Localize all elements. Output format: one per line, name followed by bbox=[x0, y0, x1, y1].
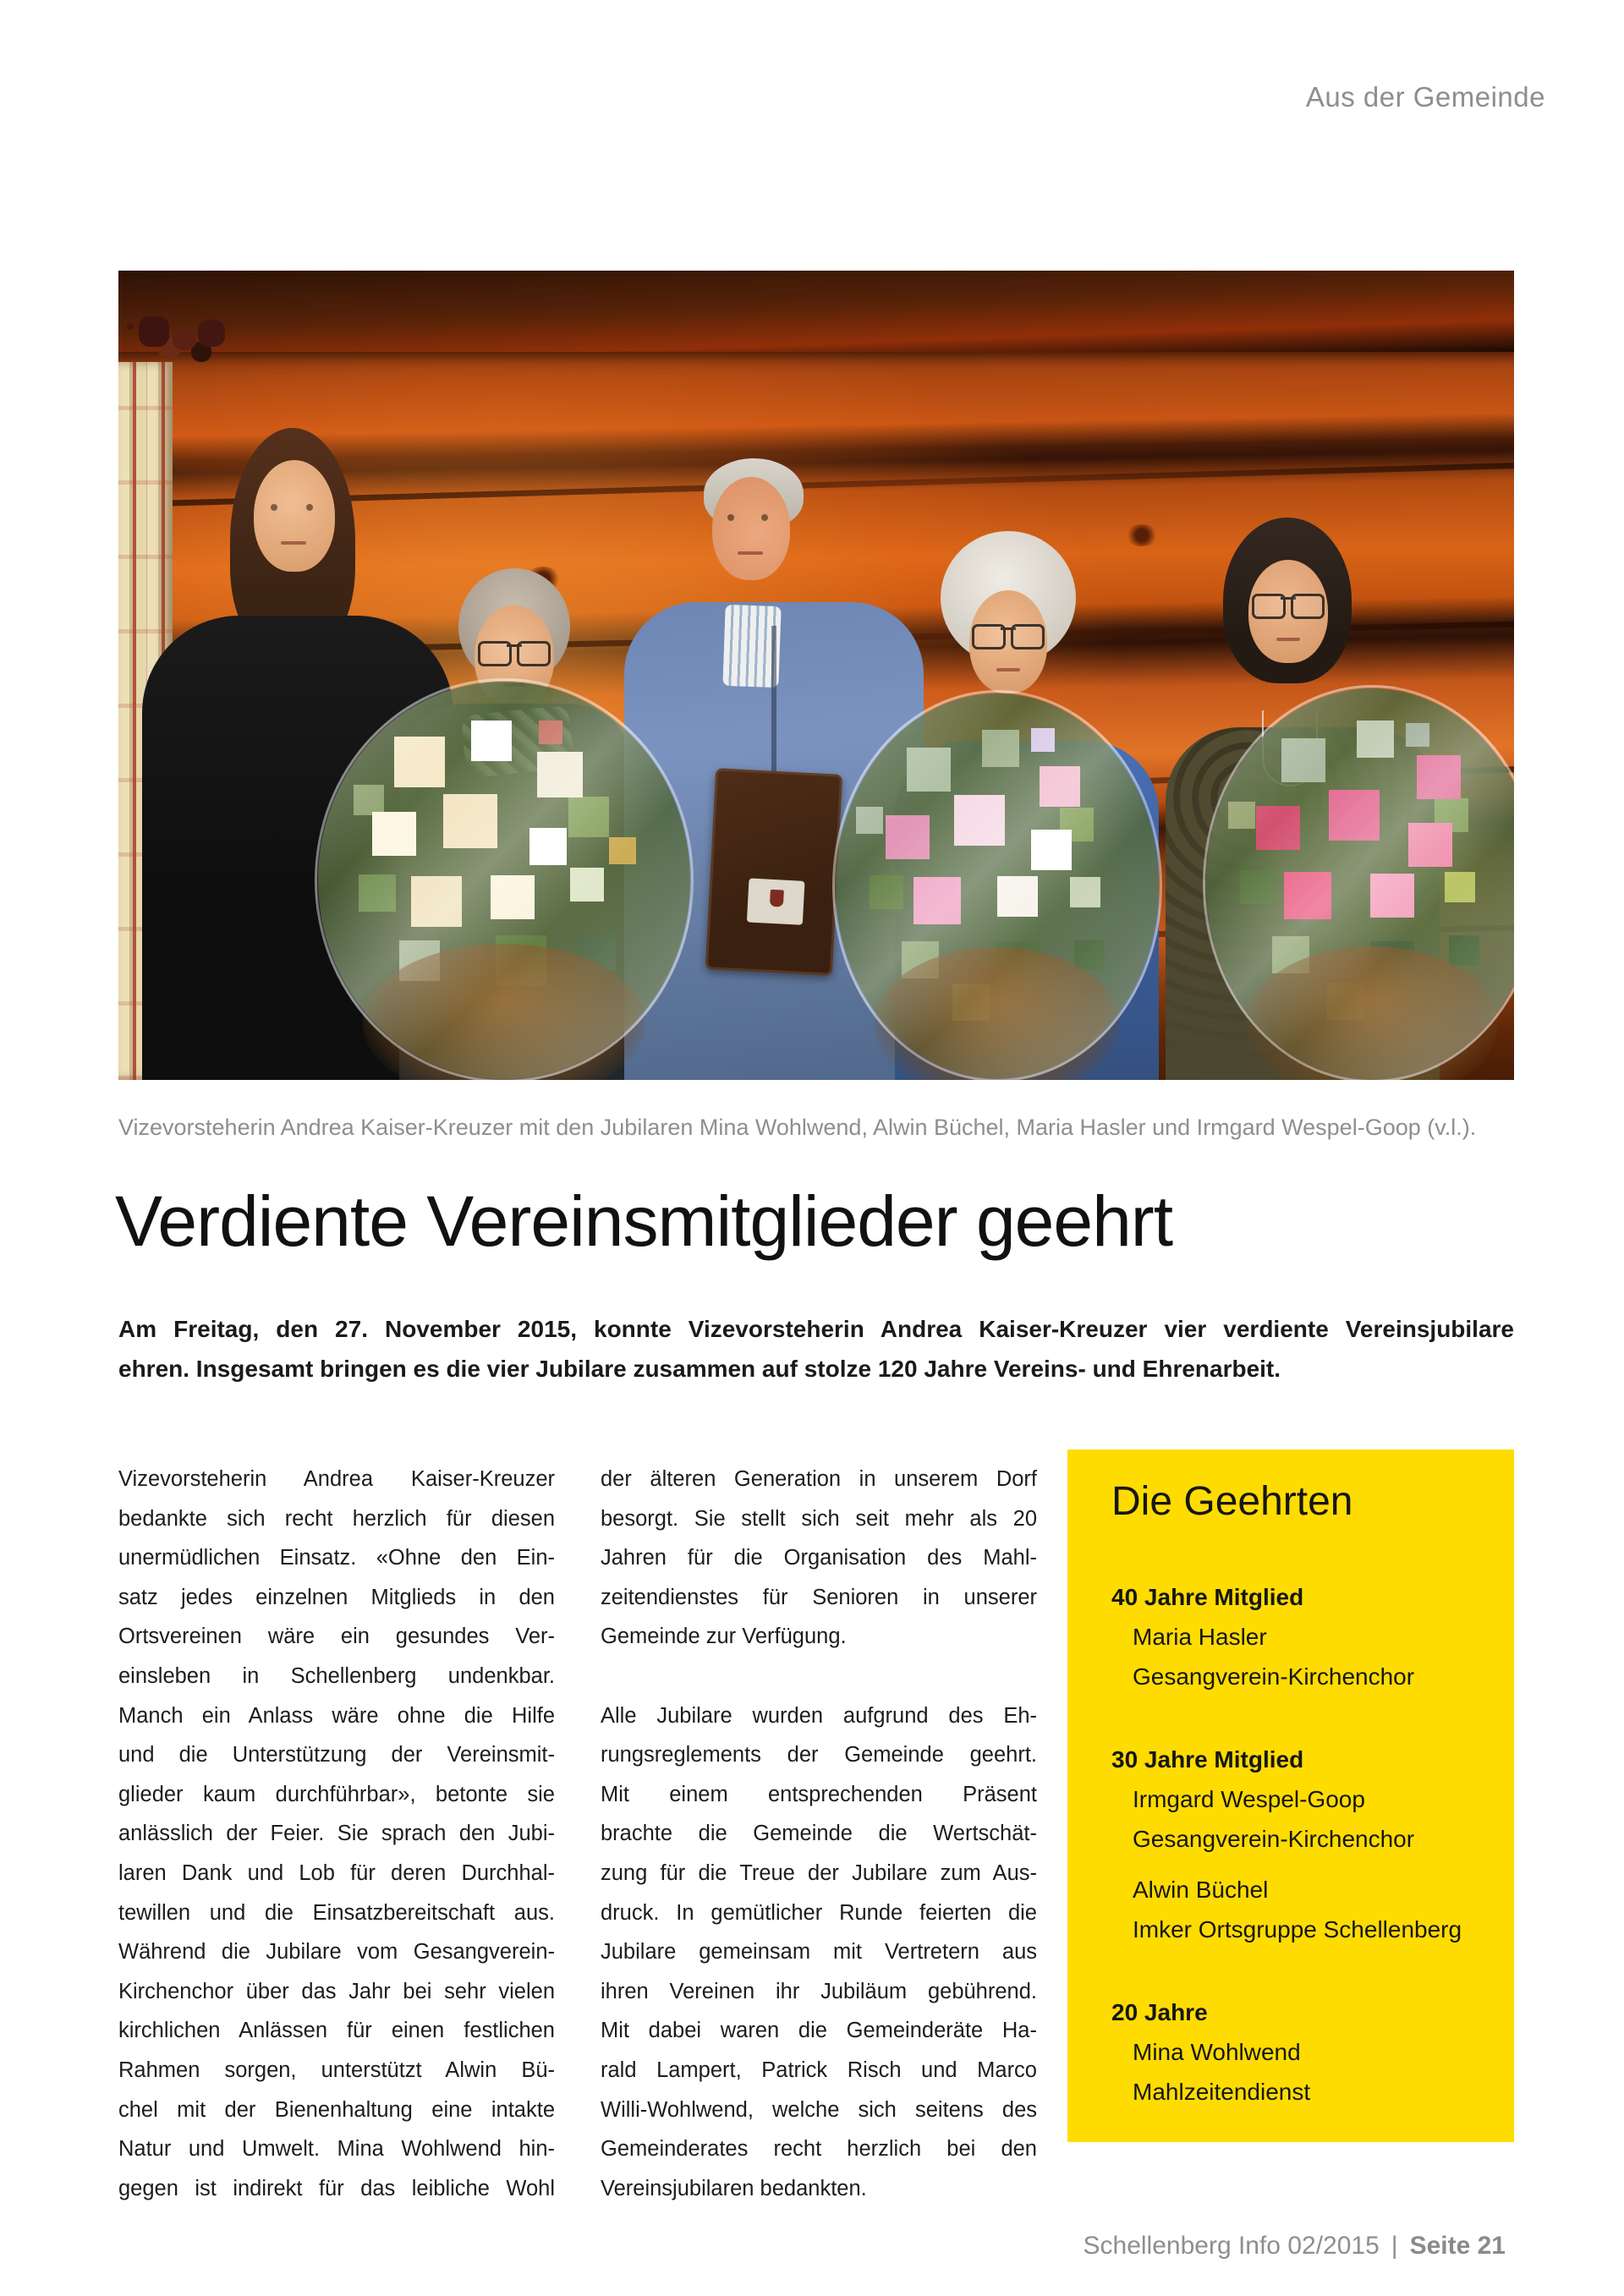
eye bbox=[306, 504, 313, 511]
body-line: unermüdlichen Einsatz. «Ohne den Ein- bbox=[118, 1546, 555, 1570]
eye bbox=[271, 504, 277, 511]
lead-line: ehren. Insgesamt bringen es die vier Jubilare zusammen auf stolze 120 Jahre Vereins- und Ehrenarbeit. bbox=[118, 1355, 1281, 1382]
paragraph-space bbox=[601, 1657, 1037, 1696]
bouquet-pink bbox=[836, 693, 1159, 1078]
body-line: Mit einem entsprechenden Präsent bbox=[601, 1782, 1037, 1806]
person-irmgard-face bbox=[1248, 560, 1328, 663]
honorees-box bbox=[1067, 1449, 1514, 2142]
person-andrea-face bbox=[254, 460, 335, 572]
body-line: rungsreglements der Gemeinde geehrt. bbox=[601, 1743, 1037, 1767]
mouth bbox=[738, 551, 763, 555]
body-line: Kirchenchor über das Jahr bei sehr vielen bbox=[118, 1979, 555, 2003]
person-alwin-face bbox=[712, 477, 790, 580]
body-line: rald Lampert, Patrick Risch und Marco bbox=[601, 2058, 1037, 2082]
body-line: Mit dabei waren die Gemeinderäte Ha- bbox=[601, 2019, 1037, 2043]
honoree-entry bbox=[1111, 2032, 1497, 2112]
cellophane-wrap bbox=[832, 690, 1162, 1080]
eye bbox=[761, 514, 768, 521]
body-line: brachte die Gemeinde die Wertschät- bbox=[601, 1822, 1037, 1846]
footer-issue: Schellenberg Info 02/2015 bbox=[1083, 2232, 1380, 2260]
footer-separator: | bbox=[1391, 2232, 1398, 2260]
body-line: kirchlichen Anlässen für einen festlichen bbox=[118, 2019, 555, 2043]
honoree-line: Mahlzeitendienst bbox=[1133, 2079, 1311, 2105]
lead-line: Am Freitag, den 27. November 2015, konnte Vizevorsteherin Andrea Kaiser-Kreuzer vier verdiente Vereinsjubilare bbox=[118, 1316, 1514, 1342]
crest-icon bbox=[770, 890, 784, 907]
bouquet-cream bbox=[318, 682, 690, 1079]
mouth bbox=[996, 668, 1020, 671]
bouquet-magenta bbox=[1206, 688, 1514, 1079]
body-line: glieder kaum durchführbar», betonte sie bbox=[118, 1782, 555, 1806]
body-line: der älteren Generation in unserem Dorf bbox=[601, 1467, 1037, 1491]
honoree-entry bbox=[1111, 1779, 1497, 1859]
body-line: druck. In gemütlicher Runde feierten die bbox=[601, 1900, 1037, 1925]
body-line: chel mit der Bienenhaltung eine intakte bbox=[118, 2097, 555, 2122]
honoree-line: Gesangverein-Kirchenchor bbox=[1133, 1663, 1415, 1690]
honoree-entry bbox=[1111, 1617, 1497, 1696]
group-photo bbox=[118, 271, 1514, 1080]
body-line: Willi-Wohlwend, welche sich seitens des bbox=[601, 2097, 1037, 2122]
body-line: Gemeinderates recht herzlich bei den bbox=[601, 2137, 1037, 2162]
body-line: Jubilare gemeinsam mit Vertretern aus bbox=[601, 1940, 1037, 1964]
body-column-1 bbox=[118, 1460, 555, 2208]
body-line: Während die Jubilare vom Gesangverein- bbox=[118, 1940, 555, 1964]
honoree-line: Mina Wohlwend bbox=[1133, 2039, 1301, 2065]
photo-caption: Vizevorsteherin Andrea Kaiser-Kreuzer mit den Jubilaren Mina Wohlwend, Alwin Büchel, Maria Hasler und Irmgard Wespel-Goop (v.l.). bbox=[118, 1115, 1477, 1140]
body-line: tewillen und die Einsatzbereitschaft aus. bbox=[118, 1900, 555, 1925]
body-line: zung für die Treue der Jubilare zum Aus- bbox=[601, 1860, 1037, 1885]
honoree-heading: 20 Jahre bbox=[1111, 1999, 1208, 2025]
honoree-heading: 30 Jahre Mitglied bbox=[1111, 1746, 1304, 1773]
honoree-line: Imker Ortsgruppe Schellenberg bbox=[1133, 1916, 1462, 1943]
eye bbox=[727, 514, 734, 521]
glasses bbox=[478, 641, 551, 663]
body-line: Ortsvereinen wäre ein gesundes Ver- bbox=[118, 1625, 555, 1649]
mouth bbox=[281, 541, 306, 545]
body-line: Vizevorsteherin Andrea Kaiser-Kreuzer bbox=[118, 1467, 555, 1491]
honoree-line: Alwin Büchel bbox=[1133, 1877, 1269, 1903]
body-line: satz jedes einzelnen Mitglieds in den bbox=[118, 1585, 555, 1609]
body-line: einsleben in Schellenberg undenkbar. bbox=[118, 1663, 555, 1688]
honoree-line: Maria Hasler bbox=[1133, 1624, 1267, 1650]
wood-beam bbox=[118, 271, 1514, 352]
body-line: Jahren für die Organisation des Mahl- bbox=[601, 1546, 1037, 1570]
body-column-2 bbox=[601, 1460, 1037, 2208]
page-footer bbox=[1084, 2232, 1506, 2260]
body-line: Gemeinde zur Verfügung. bbox=[601, 1625, 847, 1649]
body-line: Natur und Umwelt. Mina Wohlwend hin- bbox=[118, 2137, 555, 2162]
body-line: ihren Vereinen ihr Jubiläum gebührend. bbox=[601, 1979, 1037, 2003]
body-line: Vereinsjubilaren bedankten. bbox=[601, 2176, 867, 2200]
body-line: Rahmen sorgen, unterstützt Alwin Bü- bbox=[118, 2058, 555, 2082]
body-line: laren Dank und Lob für deren Durchhal- bbox=[118, 1860, 555, 1885]
body-line: Alle Jubilare wurden aufgrund des Eh- bbox=[601, 1703, 1037, 1728]
person-maria-face bbox=[969, 590, 1047, 693]
wood-knot bbox=[1125, 524, 1159, 546]
footer-page-number: Seite 21 bbox=[1409, 2232, 1506, 2260]
headline: Verdiente Vereinsmitglieder geehrt bbox=[115, 1181, 1173, 1261]
body-line: besorgt. Sie stellt sich seit mehr als 20 bbox=[601, 1506, 1037, 1531]
folder-label bbox=[747, 878, 805, 924]
section-label: Aus der Gemeinde bbox=[1305, 81, 1545, 112]
lead-paragraph bbox=[118, 1310, 1514, 1389]
body-line: bedankte sich recht herzlich für diesen bbox=[118, 1506, 555, 1531]
honoree-line: Gesangverein-Kirchenchor bbox=[1133, 1826, 1415, 1852]
body-line: und die Unterstützung der Vereinsmit- bbox=[118, 1743, 555, 1767]
honoree-heading: 40 Jahre Mitglied bbox=[1111, 1584, 1304, 1610]
glasses bbox=[1252, 594, 1325, 616]
honoree-entry bbox=[1111, 1870, 1497, 1949]
body-line: anlässlich der Feier. Sie sprach den Jubi- bbox=[118, 1822, 555, 1846]
glasses bbox=[972, 624, 1045, 646]
mouth bbox=[1276, 638, 1300, 641]
body-line: zeitendienstes für Senioren in unserer bbox=[601, 1585, 1037, 1609]
cellophane-wrap bbox=[315, 678, 694, 1080]
body-line: gegen ist indirekt für das leibliche Wohl bbox=[118, 2176, 555, 2200]
dried-flower-decor bbox=[127, 323, 134, 330]
honorees-list bbox=[1111, 1577, 1497, 2112]
honorees-title: Die Geehrten bbox=[1111, 1479, 1353, 1524]
honoree-line: Irmgard Wespel-Goop bbox=[1133, 1786, 1365, 1812]
body-line: Manch ein Anlass wäre ohne die Hilfe bbox=[118, 1703, 555, 1728]
certificate-folder bbox=[705, 768, 842, 976]
